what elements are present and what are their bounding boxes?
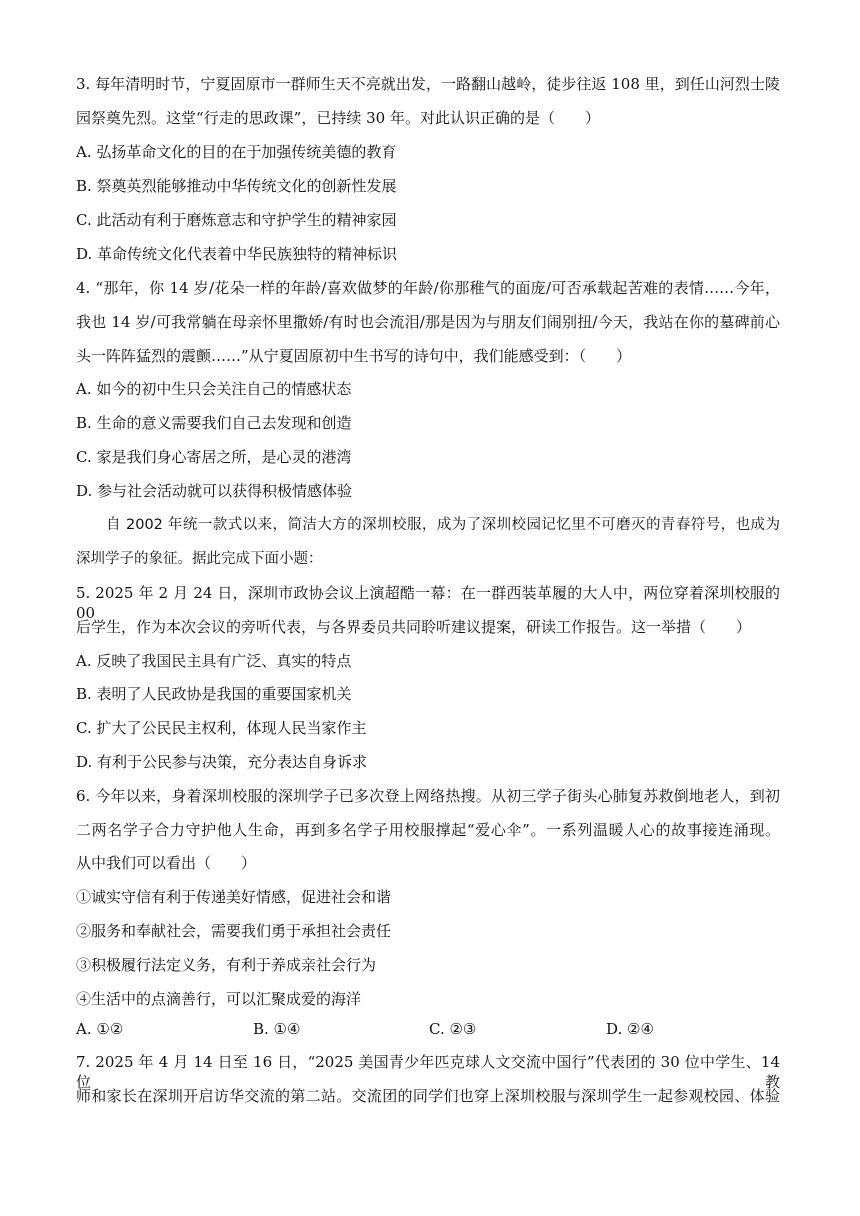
q4-stem-line-1: 4. “那年，你 14 岁/花朵一样的年龄/喜欢做梦的年龄/你那稚气的面庞/可否承载起苦难的表情……今年， [76, 279, 780, 297]
q6-stem-line-3: 从中我们可以看出（ ） [76, 854, 257, 872]
q3-option-b: B. 祭奠英烈能够推动中华传统文化的创新性发展 [76, 177, 397, 195]
q6-statement-3: ③积极履行法定义务，有利于养成亲社会行为 [76, 956, 377, 974]
q4-option-d: D. 参与社会活动就可以获得积极情感体验 [76, 482, 353, 500]
material-line-1: 自 2002 年统一款式以来，简洁大方的深圳校服，成为了深圳校园记忆里不可磨灭的青春符号，也成为 [106, 517, 780, 533]
q4-stem-line-3: 头一阵阵猛烈的震颤……”从宁夏固原初中生书写的诗句中，我们能感受到：（ ） [76, 347, 632, 365]
q3-option-a: A. 弘扬革命文化的目的在于加强传统美德的教育 [76, 143, 397, 161]
q3-stem-line-1: 3. 每年清明时节，宁夏固原市一群师生天不亮就出发，一路翻山越岭，徒步往返 108 里，到任山河烈士陵 [76, 75, 780, 93]
q3-stem-line-2: 园祭奠先烈。这堂“行走的思政课”，已持续 30 年。对此认识正确的是（ ） [76, 109, 600, 127]
q4-option-b: B. 生命的意义需要我们自己去发现和创造 [76, 414, 352, 432]
q6-stem-line-2: 二两名学子合力守护他人生命，再到多名学子用校服撑起“爱心伞”。一系列温暖人心的故事接连涌现。 [76, 821, 780, 839]
q5-stem-line-1: 5. 2025 年 2 月 24 日，深圳市政协会议上演超酷一幕：在一群西装革履的大人中，两位穿着深圳校服的 00 [76, 584, 780, 622]
q3-option-c: C. 此活动有利于磨炼意志和守护学生的精神家园 [76, 211, 397, 229]
q5-option-c: C. 扩大了公民民主权利，体现人民当家作主 [76, 719, 367, 737]
q6-statement-2: ②服务和奉献社会，需要我们勇于承担社会责任 [76, 922, 392, 940]
q6-choice-c: C. ②③ [429, 1020, 477, 1038]
q5-option-a: A. 反映了我国民主具有广泛、真实的特点 [76, 652, 352, 670]
q3-option-d: D. 革命传统文化代表着中华民族独特的精神标识 [76, 245, 398, 263]
q4-option-c: C. 家是我们身心寄居之所，是心灵的港湾 [76, 448, 352, 466]
q7-stem-line-2: 师和家长在深圳开启访华交流的第二站。交流团的同学们也穿上深圳校服与深圳学生一起参观校园、体验 [76, 1087, 780, 1105]
q5-option-d: D. 有利于公民参与决策，充分表达自身诉求 [76, 753, 368, 771]
q6-choice-b: B. ①④ [253, 1020, 301, 1038]
q6-stem-line-1: 6. 今年以来，身着深圳校服的深圳学子已多次登上网络热搜。从初三学子街头心肺复苏救倒地老人，到初 [76, 787, 780, 805]
q6-choices-row [76, 1019, 780, 1039]
q4-stem-line-2: 我也 14 岁/可我常躺在母亲怀里撒娇/有时也会流泪/那是因为与朋友们闹别扭/今天，我站在你的墓碑前心 [76, 313, 780, 331]
q5-option-b: B. 表明了人民政协是我国的重要国家机关 [76, 685, 352, 703]
q4-option-a: A. 如今的初中生只会关注自己的情感状态 [76, 380, 352, 398]
material-line-2: 深圳学子的象征。据此完成下面小题： [76, 551, 323, 567]
q6-statement-4: ④生活中的点滴善行，可以汇聚成爱的海洋 [76, 990, 362, 1008]
q6-statement-1: ①诚实守信有利于传递美好情感，促进社会和谐 [76, 888, 392, 906]
q5-stem-line-2: 后学生，作为本次会议的旁听代表，与各界委员共同聆听建议提案，研读工作报告。这一举措（ ） [76, 618, 752, 636]
q6-choice-d: D. ②④ [606, 1020, 654, 1038]
q7-stem-line-1: 7. 2025 年 4 月 14 日至 16 日，“2025 美国青少年匹克球人文交流中国行”代表团的 30 位中学生、14 位教 [76, 1053, 780, 1091]
q6-choice-a: A. ①② [76, 1020, 124, 1038]
